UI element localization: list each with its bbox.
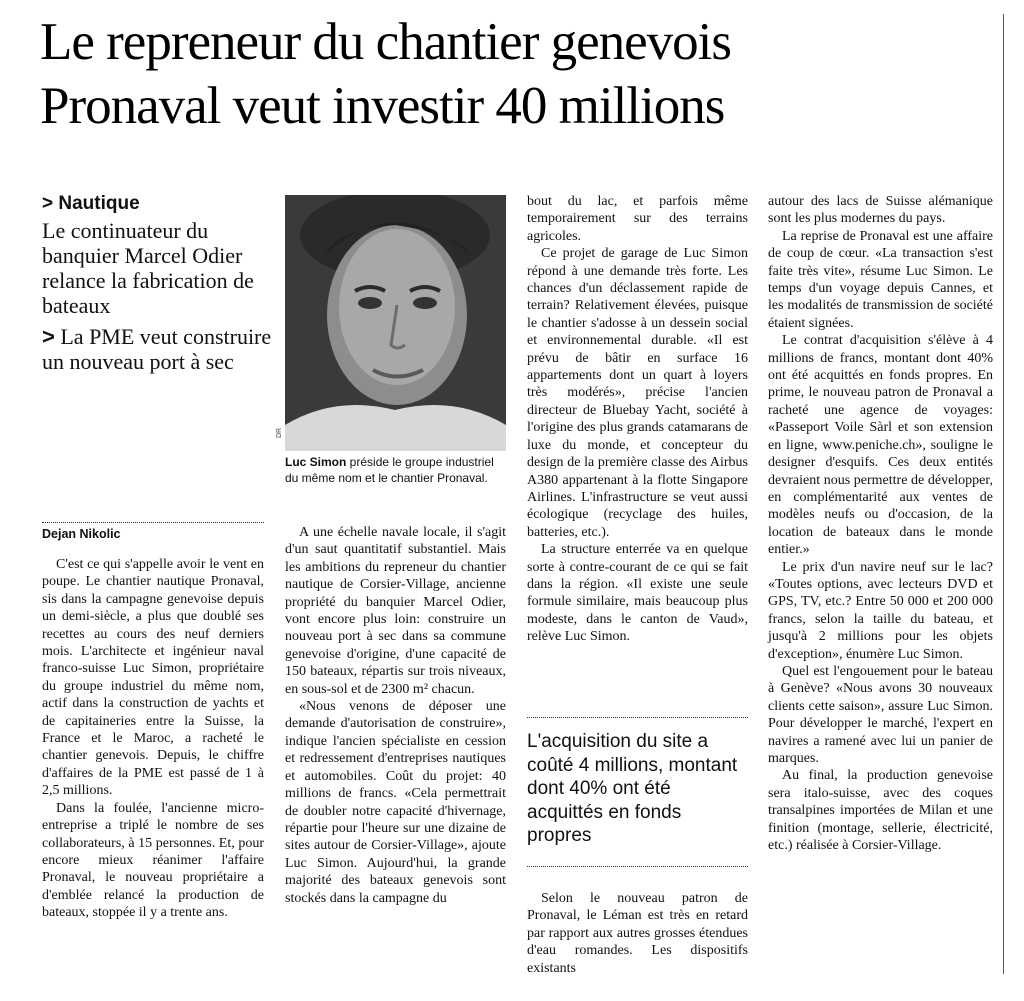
paragraph: La reprise de Pronaval est une affaire de coup de cœur. «La transaction s'est faite très vite», résume Luc Simon. Le temps d'un voyage depuis Cannes, et les modalités de transmission de société étaient signées. [768,228,993,331]
paragraph: Le prix d'un navire neuf sur le lac? «Toutes options, avec lecteurs DVD et GPS, TV, etc.? Entre 50 000 et 200 000 francs, selon la taille du bateau, et jusqu'à 2 millions pour les objets d'exception», énumère Luc Simon. [768,559,993,662]
paragraph: autour des lacs de Suisse alémanique sont les plus modernes du pays. [768,194,993,227]
portrait-image [285,195,506,451]
pullquote-rule-top [527,717,748,718]
paragraph: C'est ce qui s'appelle avoir le vent en poupe. Le chantier nautique Pronaval, sis dans la campagne genevoise depuis un demi-siècle, a plus que doublé ses recettes au cours des neuf derniers mois. L'architecte et ingénieur naval franco-suisse Luc Simon, propriétaire du groupe industriel du même nom, actif dans la construction de yachts et de capitaineries entre la Suisse, la France et le Maroc, a racheté le chantier genevois. Depuis, le chiffre d'affaires de la PME est passé de 1 à 2,5 millions. [42,557,264,799]
kicker [42,192,272,374]
paragraph: Le contrat d'acquisition s'élève à 4 millions de francs, montant dont 40% ont été acquittés en fonds propres. En prime, le nouveau patron de Pronaval a racheté une agence de voyages: «Passeport Voile Sàrl et son extension en ligne, www.peniche.ch», souligne le designer d'esquifs. Ces deux entités devraient nous permettre de développer, en complémentarité aux ventes de modèles neufs ou d'occasion, de la location de bateaux dans le monde entier.» [768,333,993,558]
byline-rule [42,522,264,523]
caption-text: préside le groupe industriel du même nom et le chantier Pronaval. [285,455,494,485]
deck-2 [42,324,272,374]
deck-1: Le continuateur du banquier Marcel Odier relance la fabrication de bateaux [42,218,254,318]
caption-name: Luc Simon [285,455,347,469]
photo-caption [285,455,506,486]
paragraph: Au final, la production genevoise sera italo-suisse, avec des coques transalpines importées de Milan et une finition (montage, sellerie, électricité, etc.) réalisée à Corsier-Village. [768,768,993,854]
paragraph: Selon le nouveau patron de Pronaval, le Léman est très en retard par rapport aux autres grosses étendues d'eau romandes. Les dispositifs existants [527,891,748,976]
column-3 [527,193,748,646]
paragraph: «Nous venons de déposer une demande d'autorisation de construire», indique l'ancien spécialiste en cession et redressement d'entreprises nautiques et automobiles. Coût du projet: 40 millions de francs. «Cela permettrait de doubler notre capacité d'hivernage, répartie pour l'heure sur une dizaine de sites autour de Corsier-Village», ajoute Luc Simon. Aujourd'hui, la grande majorité des bateaux genevois sont stockés dans la campagne du [285,699,506,906]
column-2 [285,524,506,907]
headline-line-2: Pronaval veut investir 40 millions [40,77,725,135]
column-rule [1003,14,1004,974]
column-3-continued [527,890,748,977]
portrait-photo [285,195,506,451]
photo-credit: DR [276,427,283,438]
column-4 [768,193,993,854]
paragraph: Dans la foulée, l'ancienne micro-entreprise a triplé le nombre de ses collaborateurs, à 15 personnes. Et, pour encore mieux réanimer l'affaire Pronaval, le nouveau propriétaire a d'emblée relancé la production de bateaux, stoppée il y a trente ans. [42,800,264,921]
headline [40,10,1000,138]
pull-quote: L'acquisition du site a coûté 4 millions, montant dont 40% ont été acquittés en fonds propres [527,731,738,846]
column-1 [42,556,264,922]
section-tag: > Nautique [42,193,140,214]
headline-line-1: Le repreneur du chantier genevois [40,13,731,71]
paragraph: La structure enterrée va en quelque sorte à contre-courant de ce qui se fait dans la région. «Il existe une seule formule similaire, mais beaucoup plus modeste, dans le canton de Vaud», relève Luc Simon. [527,542,748,645]
byline: Dejan Nikolic [42,527,121,541]
paragraph: Quel est l'engouement pour le bateau à Genève? «Nous avons 30 nouveaux clients cette saison», assure Luc Simon. Pour développer le marché, l'expert en navires a ramené avec lui un panier de marques. [768,663,993,766]
pullquote-rule-bottom [527,866,748,867]
paragraph: bout du lac, et parfois même temporairement sur des terrains agricoles. [527,194,748,244]
paragraph: Ce projet de garage de Luc Simon répond à une demande très forte. Les chances d'un déclassement rapide de terrain? Relativement élevées, puisque le chantier s'adosse à un dessein social et environnemental durable. «Il est prévu de bâtir en surface 16 appartements dont un quart à loyers très modérés», précise l'ancien directeur de Bluebay Yacht, société à l'origine des plus grands catamarans de luxe du monde, et concepteur du design de la première classe des Airbus A380 appartenant à la flotte Singapore Airlines. L'infrastructure se veut aussi écologique (recyclage des huiles, batteries, etc.). [527,246,748,540]
paragraph: A une échelle navale locale, il s'agit d'un saut quantitatif substantiel. Mais les ambitions du repreneur du chantier nautique de Corsier-Village, ancienne propriété du banquier Marcel Odier, vont encore plus loin: construire un nouveau port à sec dans sa commune genevoise d'origine, d'une capacité de 150 bateaux, répartis sur trois niveaux, en sous-sol et de 2300 m² chacun. [285,525,506,697]
deck-2-text: La PME veut construire un nouveau port à sec [42,324,272,374]
deck-2-arrow: > [42,324,55,349]
